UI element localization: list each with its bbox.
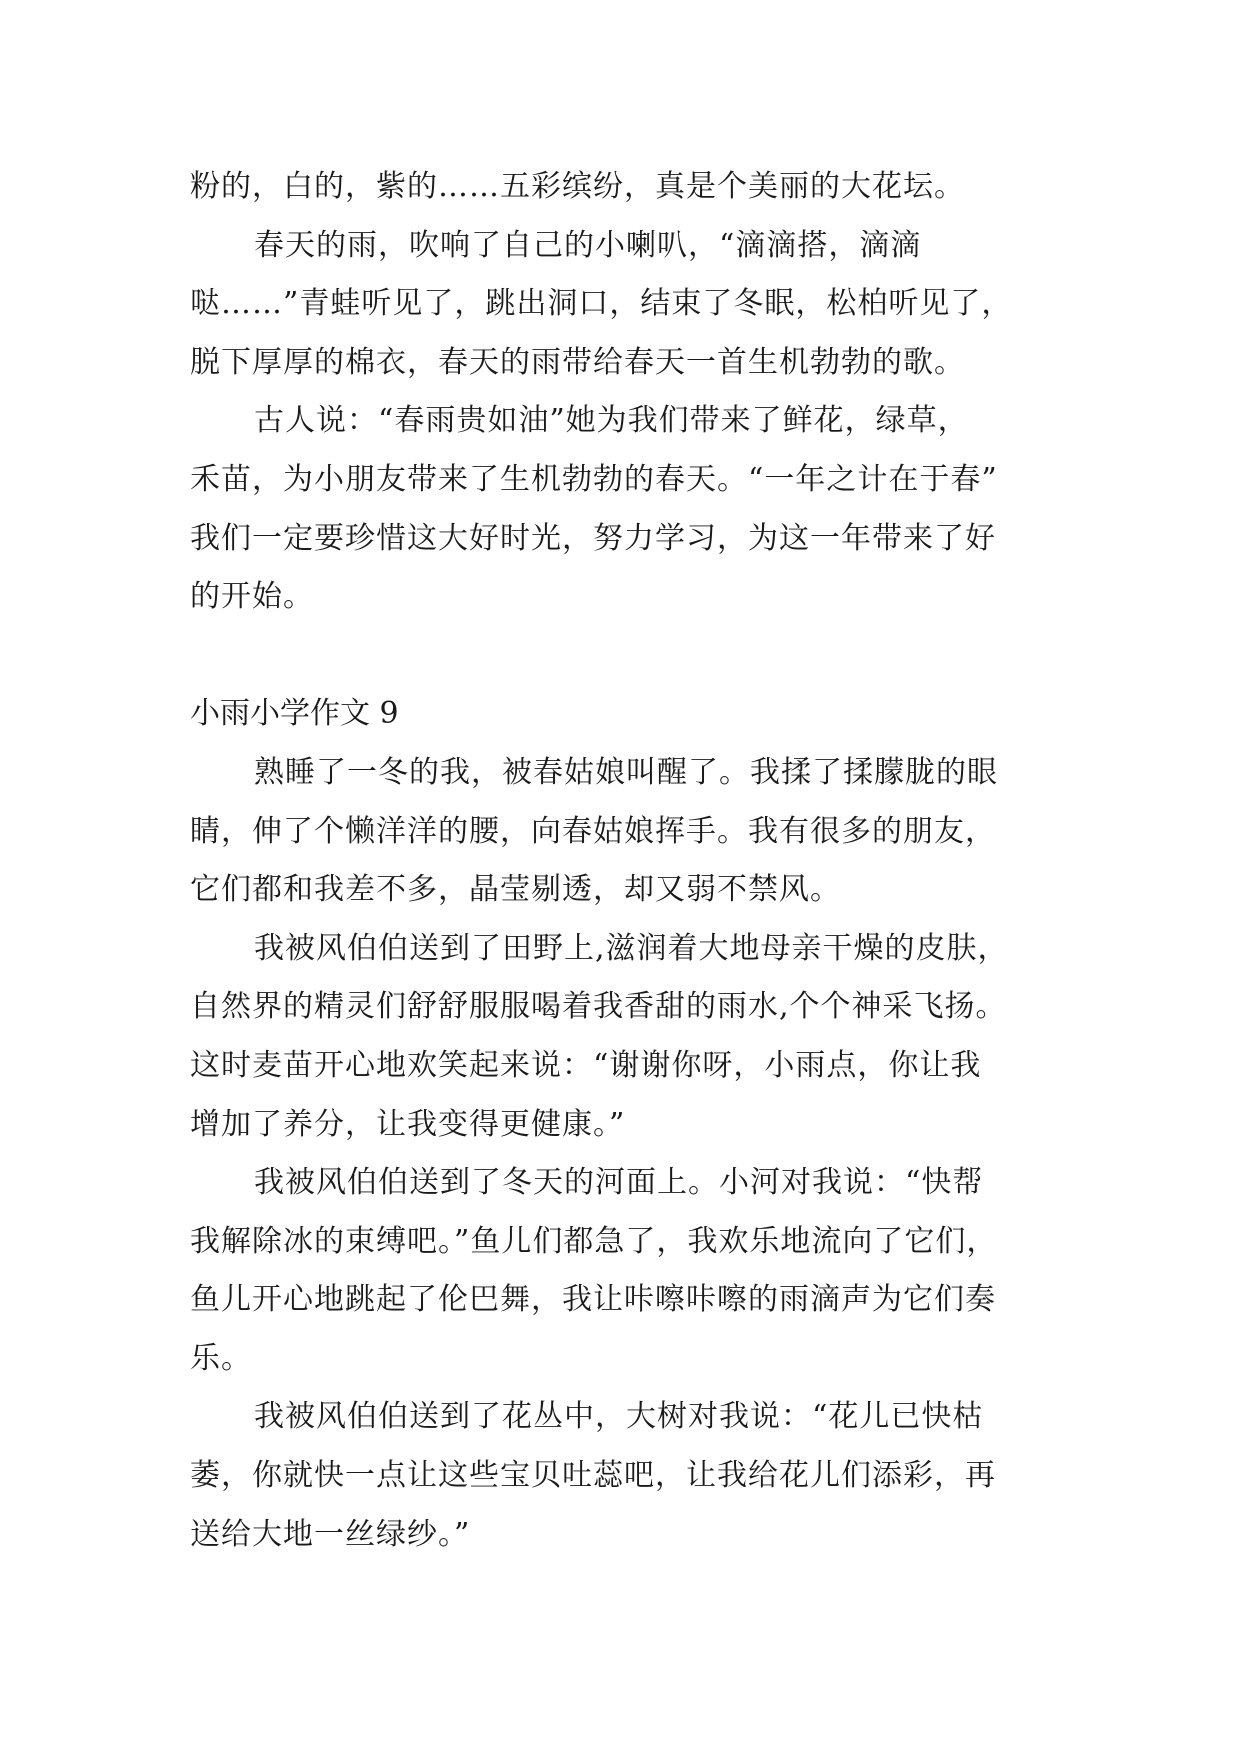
paragraph-line: 自然界的精灵们舒舒服服喝着我香甜的雨水,个个神采飞扬。 [190,989,1007,1025]
paragraph-line: 鱼儿开心地跳起了伦巴舞，我让咔嚓咔嚓的雨滴声为它们奏 [190,1282,996,1318]
section-heading: 小雨小学作文 9 [190,696,399,732]
paragraph-line: 睛，伸了个懒洋洋的腰，向春姑娘挥手。我有很多的朋友， [190,813,996,849]
paragraph-line: 我解除冰的束缚吧。”鱼儿们都急了，我欢乐地流向了它们， [190,1223,998,1259]
paragraph-line: 古人说：“春雨贵如油”她为我们带来了鲜花，绿草， [254,403,969,439]
paragraph-line: 禾苗，为小朋友带来了生机勃勃的春天。“一年之计在于春” [190,461,998,497]
document-page [190,158,1050,1564]
paragraph-line: 送给大地一丝绿纱。” [190,1516,471,1552]
paragraph-line: 哒……”青蛙听见了，跳出洞口，结束了冬眠，松柏听见了， [190,286,1013,322]
section-gap [190,627,1050,686]
paragraph-line: 的开始。 [190,579,314,615]
paragraph-line: 我被风伯伯送到了田野上,滋润着大地母亲干燥的皮肤， [254,930,1009,966]
paragraph-line: 萎，你就快一点让这些宝贝吐蕊吧，让我给花儿们添彩，再 [190,1458,996,1494]
paragraph-line: 粉的，白的，紫的……五彩缤纷，真是个美丽的大花坛。 [190,169,965,204]
paragraph-line: 我们一定要珍惜这大好时光，努力学习，为这一年带来了好 [190,520,996,556]
paragraph-line: 这时麦苗开心地欢笑起来说：“谢谢你呀，小雨点，你让我 [190,1047,982,1083]
paragraph-line: 乐。 [190,1340,252,1376]
paragraph-line: 我被风伯伯送到了花丛中，大树对我说：“花儿已快枯 [254,1399,984,1435]
paragraph-line: 它们都和我差不多，晶莹剔透，却又弱不禁风。 [190,872,841,908]
paragraph-line: 我被风伯伯送到了冬天的河面上。小河对我说：“快帮 [254,1165,984,1201]
paragraph-line: 脱下厚厚的棉衣，春天的雨带给春天一首生机勃勃的歌。 [190,344,965,380]
paragraph-line: 春天的雨，吹响了自己的小喇叭，“滴滴搭，滴滴 [254,227,922,263]
paragraph-line: 增加了养分，让我变得更健康。” [190,1106,626,1142]
paragraph-line: 熟睡了一冬的我，被春姑娘叫醒了。我揉了揉朦胧的眼 [254,754,998,790]
